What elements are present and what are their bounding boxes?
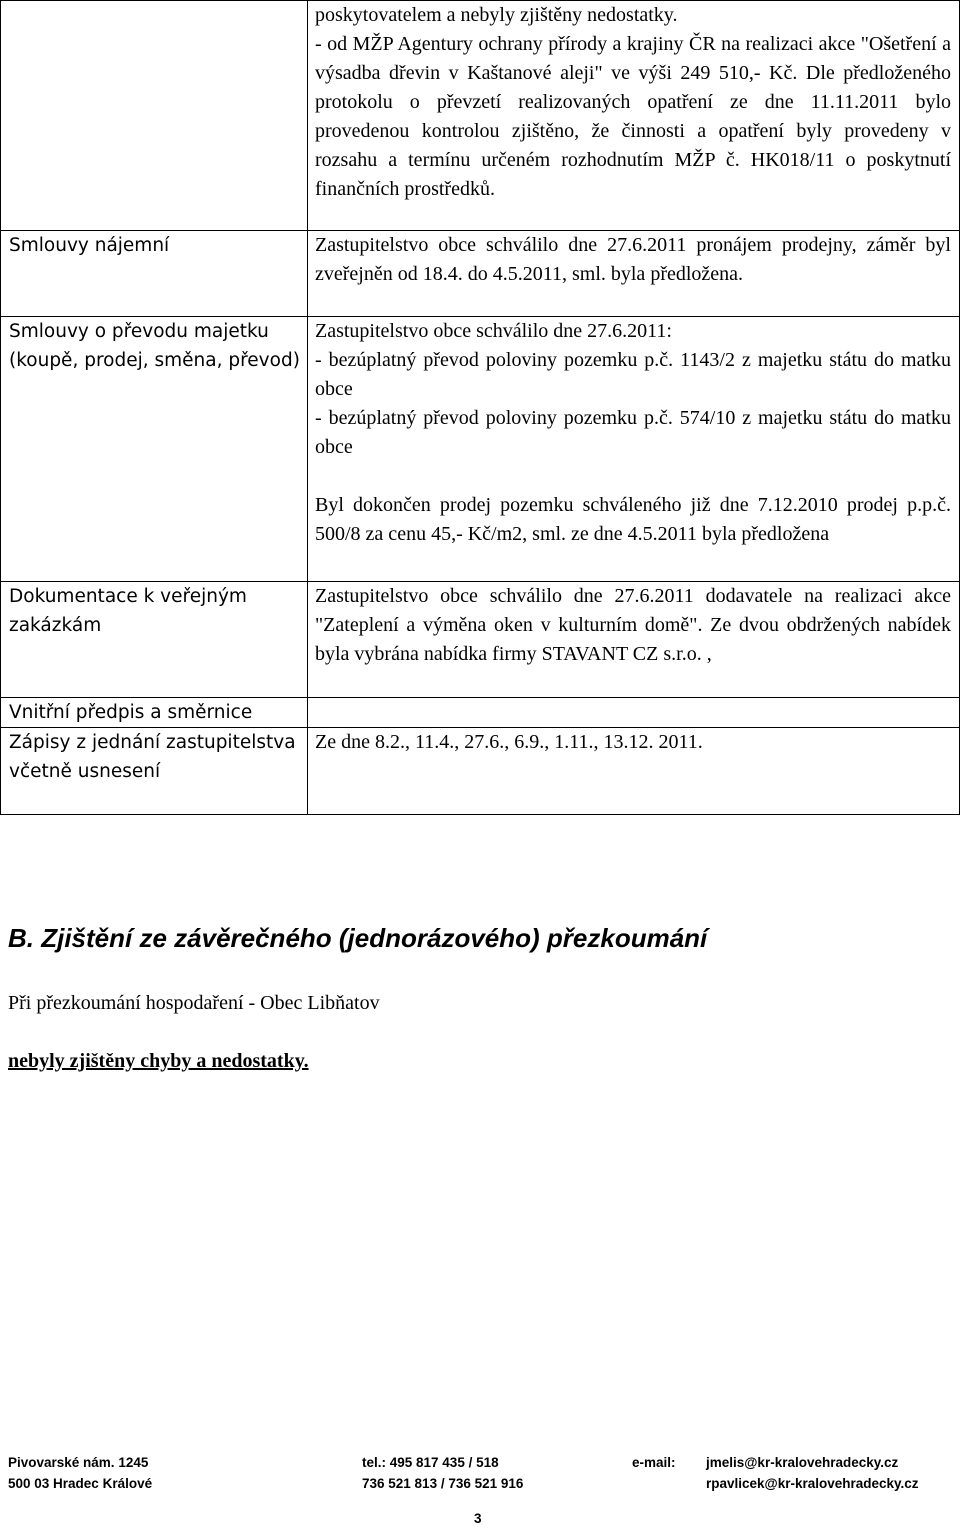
footer-address [8,1452,152,1494]
table-row [1,317,960,582]
row-content [308,698,960,728]
footer-phone-line: 736 521 813 / 736 521 916 [362,1476,524,1491]
table-row [1,231,960,317]
row-label: Smlouvy nájemní [1,231,308,317]
row-label: Dokumentace k veřejným zakázkám [1,582,308,698]
row-content-text: Zastupitelstvo obce schválilo dne 27.6.2011: - bezúplatný převod poloviny pozemku p.č. 1143/2 z majetku státu do matku obce - bezúplatný převod poloviny pozemku p.č. 574/10 z majetku státu do matku obce [315,320,951,458]
footer-address-line: Pivovarské nám. 1245 [8,1455,149,1470]
page-number: 3 [474,1511,482,1526]
row-label: Smlouvy o převodu majetku (koupě, prodej, směna, převod) [1,317,308,582]
row-content-text: Zastupitelstvo obce schválilo dne 27.6.2011 pronájem prodejny, záměr byl zveřejněn od 18.4. do 4.5.2011, sml. byla předložena. [315,234,951,285]
table-row [1,582,960,698]
footer-email-line: jmelis@kr-kralovehradecky.cz [706,1455,899,1470]
row-content [308,317,960,582]
row-content [308,582,960,698]
footer-email [706,1452,919,1494]
footer-phone [362,1452,523,1494]
table-row [1,1,960,231]
row-label: Zápisy z jednání zastupitelstva včetně usnesení [1,728,308,815]
page-footer [0,1452,960,1530]
section-heading: B. Zjištění ze závěrečného (jednorázového) přezkoumání [8,923,708,953]
footer-email-line: rpavlicek@kr-kralovehradecky.cz [706,1476,919,1491]
row-content-text: Ze dne 8.2., 11.4., 27.6., 6.9., 1.11., 13.12. 2011. [315,731,703,753]
footer-phone-line: tel.: 495 817 435 / 518 [362,1455,499,1470]
review-conclusion: nebyly zjištěny chyby a nedostatky. [8,1050,309,1072]
row-content [308,1,960,231]
review-intro: Při přezkoumání hospodaření - Obec Libňatov [8,992,380,1014]
row-content-text: poskytovatelem a nebyly zjištěny nedostatky. - od MŽP Agentury ochrany přírody a krajiny ČR na realizaci akce "Ošetření a výsadba dřevin v Kaštanové aleji" ve výši 249 510,- Kč. Dle předloženého protokolu o převzetí realizovaných opatření ze dne 11.11.2011 bylo provedenou kontrolou zjištěno, že činnosti a opatření byly provedeny v rozsahu a termínu určeném rozhodnutím MŽP č. HK018/11 o poskytnutí finančních prostředků. [315,4,951,200]
row-label: Vnitřní předpis a směrnice [1,698,308,728]
footer-email-label: e-mail: [632,1455,676,1470]
row-content-text: Zastupitelstvo obce schválilo dne 27.6.2011 dodavatele na realizaci akce "Zateplení a výměna oken v kulturním domě". Ze dvou obdržených nabídek byla vybrána nabídka firmy STAVANT CZ s.r.o. , [315,585,951,665]
row-content [308,728,960,815]
footer-address-line: 500 03 Hradec Králové [8,1476,153,1491]
row-label [1,1,308,231]
table-row [1,728,960,815]
row-content [308,231,960,317]
table-row [1,698,960,728]
row-content-text-secondary: Byl dokončen prodej pozemku schváleného již dne 7.12.2010 prodej p.p.č. 500/8 za cenu 45,- Kč/m2, sml. ze dne 4.5.2011 byla předložena [315,494,951,545]
